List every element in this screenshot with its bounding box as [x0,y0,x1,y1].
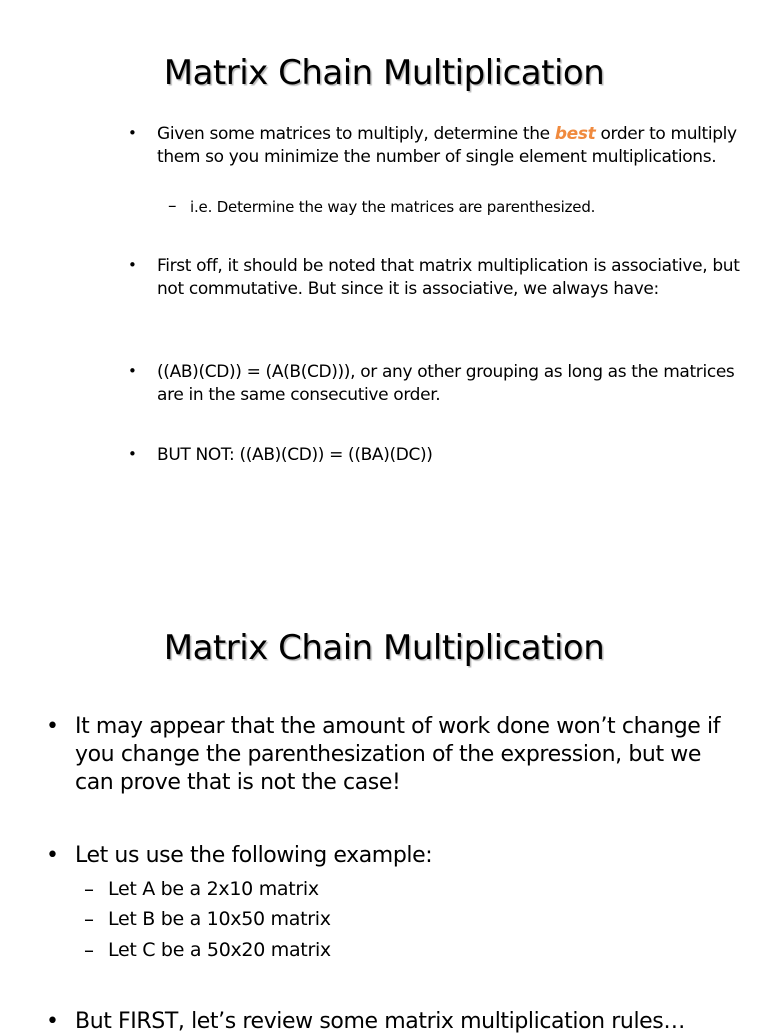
bullet-text: ((AB)(CD)) = (A(B(CD))), or any other grouping as long as the matrices are in the same consecutive order. [157,362,735,405]
sub-bullet-text: Let A be a 2x10 matrix [108,878,319,900]
slide-title: Matrix Chain Multiplication [163,628,605,668]
bullet-text-after: order to multiply them so you minimize the number of single element multiplications. [157,124,737,167]
sub-bullet-text: Let C be a 50x20 matrix [108,939,331,961]
sub-bullet-text: i.e. Determine the way the matrices are parenthesized. [190,198,596,216]
sub-bullet-item [84,935,668,965]
sub-bullet-text: Let B be a 10x50 matrix [108,908,331,930]
dash-marker: – [84,877,94,901]
dash-marker: – [168,196,177,216]
bullet-text [157,123,747,169]
sub-bullet-item [168,196,710,218]
slide-title: Matrix Chain Multiplication [163,53,605,93]
bullet-text: But FIRST, let’s review some matrix multiplication rules… [75,1009,685,1034]
bullet-marker: • [46,1009,59,1034]
bullet-text: BUT NOT: ((AB)(CD)) = ((BA)(DC)) [157,445,433,465]
bullet-item [128,444,747,467]
bullet-text: First off, it should be noted that matrix multiplication is associative, but not commutative. But since it is associative, we always have: [157,256,740,299]
bullet-text: It may appear that the amount of work done won’t change if you change the parenthesization of the expression, but we can prove that is not the case! [75,714,721,795]
bullet-item [46,842,735,870]
bullet-marker: • [46,843,59,868]
bullet-text: Let us use the following example: [75,843,433,868]
bullet-item [46,1008,735,1036]
bullet-item [128,255,747,301]
bullet-text-before: Given some matrices to multiply, determine the [157,124,555,144]
sub-bullet-item [84,904,668,934]
sub-bullet-item [84,874,668,904]
slide-2 [0,576,768,1034]
bullet-marker: • [46,714,59,739]
bullet-item [128,123,747,169]
bullet-marker: • [128,256,137,274]
bullet-item [46,713,735,797]
bullet-marker: • [128,124,137,142]
bullet-marker: • [128,445,137,463]
dash-marker: – [84,938,94,962]
bullet-marker: • [128,362,137,380]
bullet-item [128,361,747,407]
emphasis-word: best [554,124,596,144]
dash-marker: – [84,907,94,931]
